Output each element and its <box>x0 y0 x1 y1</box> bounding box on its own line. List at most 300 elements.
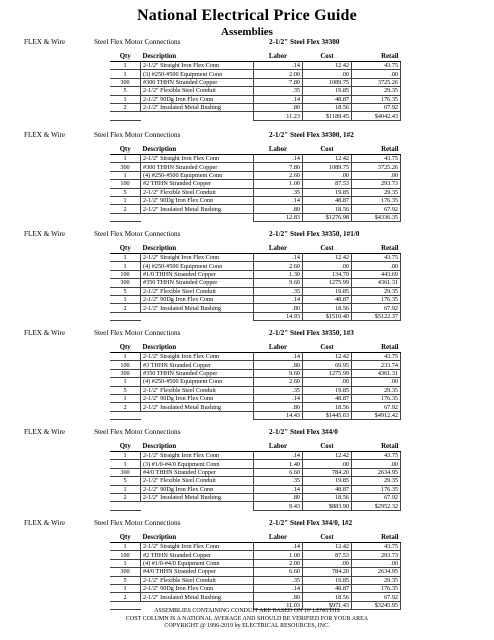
totals-spacer <box>141 411 254 419</box>
table-row <box>110 70 401 78</box>
table-row <box>110 279 401 287</box>
total-cost: $1445.63 <box>303 411 352 419</box>
cell-qty: 1 <box>110 543 141 551</box>
cell-qty: 1 <box>110 485 141 493</box>
cell-cost: 12.42 <box>303 62 352 70</box>
total-labor: 14.43 <box>254 411 303 419</box>
cell-retail: .00 <box>352 460 401 468</box>
cell-labor: .14 <box>254 254 303 262</box>
column-header-cost: Cost <box>303 533 352 543</box>
cell-retail: 29.35 <box>352 386 401 394</box>
column-header-qty: Qty <box>110 52 141 62</box>
cell-cost: 12.42 <box>303 452 352 460</box>
page-title: National Electrical Price Guide <box>137 7 357 24</box>
column-header-qty: Qty <box>110 533 141 543</box>
cell-labor: 2.60 <box>254 378 303 386</box>
cell-labor: .80 <box>254 493 303 501</box>
cell-retail: 67.92 <box>352 593 401 601</box>
total-retail: $3245.95 <box>352 601 401 609</box>
footer-notes <box>0 608 494 631</box>
totals-spacer <box>110 502 141 510</box>
cell-qty: 1 <box>110 254 141 262</box>
cell-retail: 2634.95 <box>352 568 401 576</box>
cell-cost: 19.85 <box>303 87 352 95</box>
cell-labor: 1.00 <box>254 180 303 188</box>
total-retail: $4912.42 <box>352 411 401 419</box>
cell-qty: 5 <box>110 576 141 584</box>
cell-labor: .80 <box>254 103 303 111</box>
cell-cost: 18.56 <box>303 403 352 411</box>
cell-description: 2-1/2" Flexible Steel Conduit <box>141 87 254 95</box>
cell-retail: 43.75 <box>352 452 401 460</box>
column-header-labor: Labor <box>254 145 303 155</box>
cell-description: #350 THHN Stranded Copper <box>141 369 254 377</box>
cell-description: 2-1/2" Straight Iron Flex Conn <box>141 543 254 551</box>
section-type: Steel Flex Motor Connections <box>94 230 181 238</box>
cell-retail: 176.35 <box>352 485 401 493</box>
section-category: FLEX & Wire <box>24 519 66 527</box>
section-type: Steel Flex Motor Connections <box>94 428 181 436</box>
cell-cost: .00 <box>303 171 352 179</box>
cell-labor: .35 <box>254 287 303 295</box>
column-header-description: Description <box>141 533 254 543</box>
cell-qty: 5 <box>110 87 141 95</box>
table-row <box>110 559 401 567</box>
page-subtitle: Assemblies <box>221 26 273 38</box>
table-row <box>110 270 401 278</box>
table-row <box>110 180 401 188</box>
table-row <box>110 304 401 312</box>
cell-description: 2-1/2" Insulated Metal Bushing <box>141 593 254 601</box>
cell-cost: 87.53 <box>303 551 352 559</box>
cell-qty: 1 <box>110 584 141 592</box>
section-type: Steel Flex Motor Connections <box>94 519 181 527</box>
section-header <box>24 329 470 338</box>
cell-labor: 9.60 <box>254 279 303 287</box>
cell-cost: 12.42 <box>303 543 352 551</box>
cell-cost: .00 <box>303 70 352 78</box>
cell-labor: .14 <box>254 295 303 303</box>
cell-description: (4) #250-#500 Equipment Conn <box>141 171 254 179</box>
cell-description: 2-1/2" Insulated Metal Bushing <box>141 493 254 501</box>
totals-row <box>110 112 401 120</box>
column-header-retail: Retail <box>352 145 401 155</box>
cell-description: 2-1/2" Insulated Metal Bushing <box>141 205 254 213</box>
cell-qty: 2 <box>110 493 141 501</box>
column-header-description: Description <box>141 244 254 254</box>
totals-row <box>110 502 401 510</box>
cell-retail: 4361.31 <box>352 369 401 377</box>
section-type: Steel Flex Motor Connections <box>94 38 181 46</box>
totals-row <box>110 213 401 221</box>
section-category: FLEX & Wire <box>24 329 66 337</box>
table-row <box>110 87 401 95</box>
cell-retail: 4361.31 <box>352 279 401 287</box>
column-header-labor: Labor <box>254 244 303 254</box>
cell-cost: 48.87 <box>303 485 352 493</box>
cell-labor: .35 <box>254 477 303 485</box>
table-row <box>110 262 401 270</box>
column-header-labor: Labor <box>254 52 303 62</box>
cell-labor: .14 <box>254 155 303 163</box>
table-row <box>110 254 401 262</box>
cell-qty: 100 <box>110 551 141 559</box>
totals-spacer <box>110 312 141 320</box>
table-row <box>110 386 401 394</box>
table-row <box>110 361 401 369</box>
cell-retail: .00 <box>352 262 401 270</box>
totals-spacer <box>141 213 254 221</box>
cell-description: #4/0 THHN Stranded Copper <box>141 568 254 576</box>
cell-qty: 1 <box>110 295 141 303</box>
cell-cost: 12.42 <box>303 254 352 262</box>
cell-description: 2-1/2" Flexible Steel Conduit <box>141 287 254 295</box>
table-header-row <box>110 145 401 155</box>
cell-labor: .14 <box>254 584 303 592</box>
cell-description: (4) #250-#500 Equipment Conn <box>141 378 254 386</box>
cell-description: #300 THHN Stranded Copper <box>141 163 254 171</box>
cell-retail: 3725.26 <box>352 163 401 171</box>
cell-labor: .14 <box>254 394 303 402</box>
column-header-labor: Labor <box>254 442 303 452</box>
total-labor: 9.43 <box>254 502 303 510</box>
cell-labor: 6.60 <box>254 468 303 476</box>
total-cost: $971.43 <box>303 601 352 609</box>
cell-description: 2-1/2" 90Dg Iron Flex Conn <box>141 584 254 592</box>
cell-labor: .35 <box>254 576 303 584</box>
table-row <box>110 593 401 601</box>
cell-qty: 1 <box>110 378 141 386</box>
cell-qty: 300 <box>110 78 141 86</box>
total-labor: 12.83 <box>254 213 303 221</box>
cell-qty: 1 <box>110 196 141 204</box>
total-retail: $2952.32 <box>352 502 401 510</box>
total-cost: $1276.98 <box>303 213 352 221</box>
cell-qty: 5 <box>110 477 141 485</box>
cell-qty: 2 <box>110 403 141 411</box>
cell-cost: 19.85 <box>303 386 352 394</box>
column-header-labor: Labor <box>254 533 303 543</box>
cell-retail: 176.35 <box>352 95 401 103</box>
column-header-qty: Qty <box>110 442 141 452</box>
total-cost: $1189.45 <box>303 112 352 120</box>
cell-cost: .00 <box>303 559 352 567</box>
items-table <box>110 533 401 610</box>
cell-description: 2-1/2" Straight Iron Flex Conn <box>141 155 254 163</box>
cell-qty: 300 <box>110 468 141 476</box>
cell-cost: 48.87 <box>303 394 352 402</box>
cell-labor: .80 <box>254 304 303 312</box>
table-header-row <box>110 343 401 353</box>
cell-retail: 2634.95 <box>352 468 401 476</box>
cell-retail: 67.92 <box>352 304 401 312</box>
cell-description: #350 THHN Stranded Copper <box>141 279 254 287</box>
total-labor: 14.93 <box>254 312 303 320</box>
column-header-qty: Qty <box>110 343 141 353</box>
cell-cost: 48.87 <box>303 95 352 103</box>
cell-qty: 1 <box>110 394 141 402</box>
cell-retail: 29.35 <box>352 576 401 584</box>
section-header <box>24 131 470 140</box>
table-row <box>110 196 401 204</box>
cell-cost: .00 <box>303 262 352 270</box>
cell-cost: 784.20 <box>303 468 352 476</box>
section-type: Steel Flex Motor Connections <box>94 329 181 337</box>
table-row <box>110 452 401 460</box>
section-category: FLEX & Wire <box>24 131 66 139</box>
cell-description: #4/0 THHN Stranded Copper <box>141 468 254 476</box>
column-header-retail: Retail <box>352 533 401 543</box>
cell-retail: 3725.26 <box>352 78 401 86</box>
cell-labor: .14 <box>254 95 303 103</box>
cell-cost: 19.85 <box>303 477 352 485</box>
cell-labor: 1.00 <box>254 551 303 559</box>
cell-retail: 67.92 <box>352 403 401 411</box>
section-header <box>24 519 470 528</box>
cell-description: 2-1/2" Flexible Steel Conduit <box>141 386 254 394</box>
table-row <box>110 155 401 163</box>
totals-row <box>110 312 401 320</box>
cell-cost: 87.53 <box>303 180 352 188</box>
cell-labor: .80 <box>254 403 303 411</box>
cell-retail: 43.75 <box>352 62 401 70</box>
cell-cost: .00 <box>303 378 352 386</box>
table-row <box>110 103 401 111</box>
table-row <box>110 188 401 196</box>
column-header-retail: Retail <box>352 343 401 353</box>
cell-retail: .00 <box>352 171 401 179</box>
assembly-name: 2-1/2" Steel Flex 3#4/0, 1#2 <box>269 519 353 527</box>
cell-description: (3) #250-#500 Equipment Conn <box>141 70 254 78</box>
column-header-retail: Retail <box>352 244 401 254</box>
cell-labor: 7.80 <box>254 78 303 86</box>
cell-cost: 18.56 <box>303 304 352 312</box>
table-row <box>110 353 401 361</box>
cell-description: 2-1/2" 90Dg Iron Flex Conn <box>141 295 254 303</box>
cell-retail: 29.35 <box>352 287 401 295</box>
cell-description: #2 THHN Stranded Copper <box>141 551 254 559</box>
totals-spacer <box>110 213 141 221</box>
cell-cost: 69.95 <box>303 361 352 369</box>
cell-qty: 300 <box>110 568 141 576</box>
column-header-description: Description <box>141 442 254 452</box>
table-row <box>110 295 401 303</box>
totals-spacer <box>110 112 141 120</box>
table-row <box>110 205 401 213</box>
cell-qty: 300 <box>110 163 141 171</box>
column-header-cost: Cost <box>303 244 352 254</box>
cell-qty: 300 <box>110 369 141 377</box>
column-header-retail: Retail <box>352 52 401 62</box>
cell-qty: 1 <box>110 95 141 103</box>
cell-description: 2-1/2" Flexible Steel Conduit <box>141 188 254 196</box>
table-row <box>110 468 401 476</box>
cell-retail: 43.75 <box>352 353 401 361</box>
cell-cost: 134.70 <box>303 270 352 278</box>
section-category: FLEX & Wire <box>24 230 66 238</box>
column-header-cost: Cost <box>303 442 352 452</box>
items-table <box>110 244 401 321</box>
total-cost: $1510.40 <box>303 312 352 320</box>
total-labor: 11.03 <box>254 601 303 609</box>
items-table <box>110 145 401 222</box>
cell-labor: .14 <box>254 452 303 460</box>
table-row <box>110 485 401 493</box>
table-row <box>110 493 401 501</box>
cell-labor: 2.60 <box>254 171 303 179</box>
cell-description: 2-1/2" 90Dg Iron Flex Conn <box>141 95 254 103</box>
footer-line: COPYRIGHT @ 1996-2019 by ELECTRICAL RESOURCES, INC. <box>164 623 330 630</box>
cell-qty: 100 <box>110 361 141 369</box>
cell-description: 2-1/2" 90Dg Iron Flex Conn <box>141 485 254 493</box>
totals-spacer <box>141 502 254 510</box>
totals-row <box>110 411 401 419</box>
total-retail: $5122.37 <box>352 312 401 320</box>
cell-retail: 43.75 <box>352 155 401 163</box>
cell-description: 2-1/2" Insulated Metal Bushing <box>141 304 254 312</box>
cell-retail: 293.73 <box>352 551 401 559</box>
table-row <box>110 543 401 551</box>
table-row <box>110 584 401 592</box>
cell-retail: 43.75 <box>352 543 401 551</box>
cell-cost: 19.85 <box>303 287 352 295</box>
cell-qty: 300 <box>110 279 141 287</box>
column-header-labor: Labor <box>254 343 303 353</box>
cell-labor: 1.40 <box>254 460 303 468</box>
table-header-row <box>110 442 401 452</box>
cell-cost: 19.85 <box>303 188 352 196</box>
table-row <box>110 163 401 171</box>
cell-description: 2-1/2" Straight Iron Flex Conn <box>141 353 254 361</box>
cell-retail: 29.35 <box>352 188 401 196</box>
cell-retail: 233.74 <box>352 361 401 369</box>
cell-cost: 18.56 <box>303 593 352 601</box>
totals-spacer <box>141 312 254 320</box>
cell-retail: 67.92 <box>352 103 401 111</box>
total-retail: $4042.43 <box>352 112 401 120</box>
column-header-qty: Qty <box>110 145 141 155</box>
cell-labor: .80 <box>254 593 303 601</box>
total-retail: $4336.35 <box>352 213 401 221</box>
cell-cost: 1275.99 <box>303 369 352 377</box>
table-row <box>110 568 401 576</box>
cell-cost: 18.56 <box>303 205 352 213</box>
cell-description: (3) #1/0-#4/0 Equipment Conn <box>141 460 254 468</box>
assembly-name: 2-1/2" Steel Flex 3#350, 1#1/0 <box>269 230 360 238</box>
table-row <box>110 378 401 386</box>
cell-qty: 1 <box>110 353 141 361</box>
table-row <box>110 369 401 377</box>
cell-labor: .14 <box>254 62 303 70</box>
cell-description: 2-1/2" 90Dg Iron Flex Conn <box>141 196 254 204</box>
cell-cost: 19.85 <box>303 576 352 584</box>
cell-qty: 1 <box>110 171 141 179</box>
table-row <box>110 551 401 559</box>
cell-qty: 5 <box>110 386 141 394</box>
cell-description: 2-1/2" 90Dg Iron Flex Conn <box>141 394 254 402</box>
cell-description: #3 THHN Stranded Copper <box>141 361 254 369</box>
section-header <box>24 230 470 239</box>
column-header-qty: Qty <box>110 244 141 254</box>
cell-retail: 67.92 <box>352 493 401 501</box>
cell-labor: .14 <box>254 196 303 204</box>
cell-qty: 1 <box>110 460 141 468</box>
cell-description: 2-1/2" Insulated Metal Bushing <box>141 403 254 411</box>
cell-labor: 6.60 <box>254 568 303 576</box>
cell-cost: 48.87 <box>303 584 352 592</box>
assembly-name: 2-1/2" Steel Flex 3#300 <box>269 38 340 46</box>
table-row <box>110 287 401 295</box>
section-category: FLEX & Wire <box>24 428 66 436</box>
cell-qty: 1 <box>110 559 141 567</box>
cell-retail: 176.35 <box>352 394 401 402</box>
cell-retail: .00 <box>352 378 401 386</box>
table-header-row <box>110 533 401 543</box>
cell-cost: 18.56 <box>303 493 352 501</box>
column-header-description: Description <box>141 52 254 62</box>
cell-description: 2-1/2" Flexible Steel Conduit <box>141 477 254 485</box>
cell-cost: 48.87 <box>303 196 352 204</box>
column-header-description: Description <box>141 145 254 155</box>
cell-qty: 5 <box>110 188 141 196</box>
cell-labor: .14 <box>254 543 303 551</box>
table-row <box>110 95 401 103</box>
column-header-cost: Cost <box>303 145 352 155</box>
totals-spacer <box>110 411 141 419</box>
cell-cost: 1089.75 <box>303 78 352 86</box>
cell-cost: 784.20 <box>303 568 352 576</box>
cell-qty: 2 <box>110 593 141 601</box>
cell-description: #300 THHN Stranded Copper <box>141 78 254 86</box>
column-header-description: Description <box>141 343 254 353</box>
total-cost: $883.90 <box>303 502 352 510</box>
column-header-cost: Cost <box>303 343 352 353</box>
cell-labor: 2.00 <box>254 70 303 78</box>
cell-retail: 176.35 <box>352 295 401 303</box>
cell-qty: 1 <box>110 155 141 163</box>
cell-cost: 1089.75 <box>303 163 352 171</box>
cell-cost: 1275.99 <box>303 279 352 287</box>
cell-qty: 1 <box>110 452 141 460</box>
cell-retail: .00 <box>352 559 401 567</box>
cell-cost: 48.87 <box>303 295 352 303</box>
cell-retail: 293.73 <box>352 180 401 188</box>
table-row <box>110 171 401 179</box>
footer-line: ASSEMBLIES CONTAINING CONDUIT ARE BASED ON 10' LENGTHS <box>154 608 340 614</box>
table-header-row <box>110 52 401 62</box>
column-header-retail: Retail <box>352 442 401 452</box>
section-category: FLEX & Wire <box>24 38 66 46</box>
table-row <box>110 460 401 468</box>
cell-labor: .35 <box>254 87 303 95</box>
table-header-row <box>110 244 401 254</box>
cell-retail: .00 <box>352 70 401 78</box>
cell-labor: .35 <box>254 386 303 394</box>
cell-qty: 5 <box>110 287 141 295</box>
cell-labor: .80 <box>254 361 303 369</box>
table-row <box>110 394 401 402</box>
cell-description: (4) #1/0-#4/0 Equipment Conn <box>141 559 254 567</box>
cell-labor: 2.00 <box>254 559 303 567</box>
cell-description: (4) #250-#500 Equipment Conn <box>141 262 254 270</box>
cell-labor: .80 <box>254 205 303 213</box>
cell-qty: 1 <box>110 70 141 78</box>
assembly-name: 2-1/2" Steel Flex 3#4/0 <box>269 428 338 436</box>
cell-description: 2-1/2" Straight Iron Flex Conn <box>141 254 254 262</box>
cell-retail: 67.92 <box>352 205 401 213</box>
cell-labor: 9.60 <box>254 369 303 377</box>
cell-qty: 2 <box>110 205 141 213</box>
